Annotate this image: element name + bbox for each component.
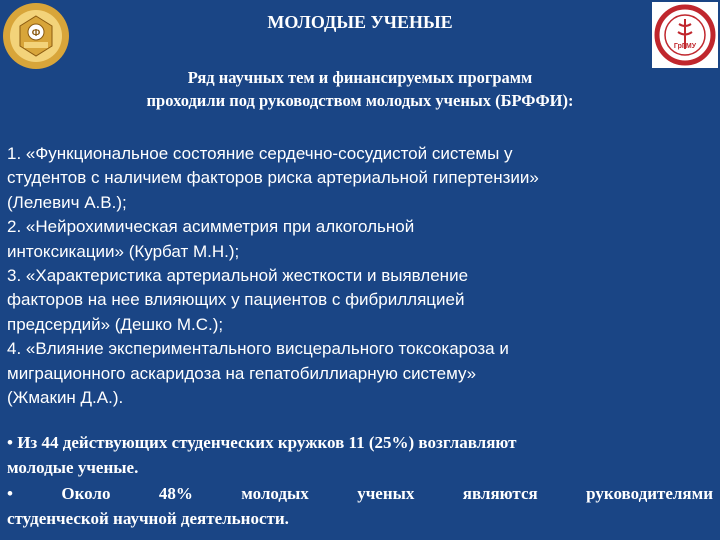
bullet-word: руководителями bbox=[586, 483, 713, 503]
subtitle-line: Ряд научных тем и финансируемых программ bbox=[187, 68, 533, 87]
list-line: 2. «Нейрохимическая асимметрия при алкогольной bbox=[7, 217, 415, 237]
list-line: 3. «Характеристика артериальной жесткости и выявление bbox=[7, 266, 469, 286]
bullet-line-justified bbox=[7, 481, 713, 506]
bullet-word: ученых bbox=[357, 483, 415, 503]
subtitle-line: проходили под руководством молодых ученых (БРФФИ): bbox=[146, 91, 574, 110]
summary-bullets bbox=[7, 430, 713, 532]
list-line: (Жмакин Д.А.). bbox=[7, 388, 124, 408]
list-line: (Лелевич А.В.); bbox=[7, 192, 127, 212]
research-topics-list bbox=[7, 142, 713, 410]
bullet-word: молодых bbox=[241, 483, 309, 503]
university-emblem-text: ГрГМУ bbox=[673, 43, 697, 50]
list-line: студентов с наличием факторов риска артериальной гипертензии» bbox=[7, 168, 539, 188]
bullet-word: 48% bbox=[158, 483, 193, 503]
slide-title: МОЛОДЫЕ УЧЕНЫЕ bbox=[267, 12, 453, 32]
slide-subtitle bbox=[60, 66, 660, 112]
bullet-word: Около bbox=[61, 483, 111, 503]
list-line: предсердий» (Дешко М.С.); bbox=[7, 314, 224, 334]
bullet-line: молодые ученые. bbox=[7, 458, 139, 478]
list-line: интоксикации» (Курбат М.Н.); bbox=[7, 241, 240, 261]
bullet-line: студенческой научной деятельности. bbox=[7, 509, 289, 529]
bullet-line: • Из 44 действующих студенческих кружков 11 (25%) возглавляют bbox=[7, 433, 517, 452]
bullet-word: • bbox=[7, 483, 13, 503]
list-line: 1. «Функциональное состояние сердечно-сосудистой системы у bbox=[7, 144, 513, 163]
bullet-word: являются bbox=[462, 483, 538, 503]
list-line: факторов на нее влияющих у пациентов с фибрилляцией bbox=[7, 290, 465, 310]
list-line: 4. «Влияние экспериментального висцерального токсокароза и bbox=[7, 339, 509, 359]
quality-mark-letter: Ф bbox=[31, 28, 41, 39]
list-line: миграционного аскаридоза на гепатобиллиарную систему» bbox=[7, 363, 477, 383]
